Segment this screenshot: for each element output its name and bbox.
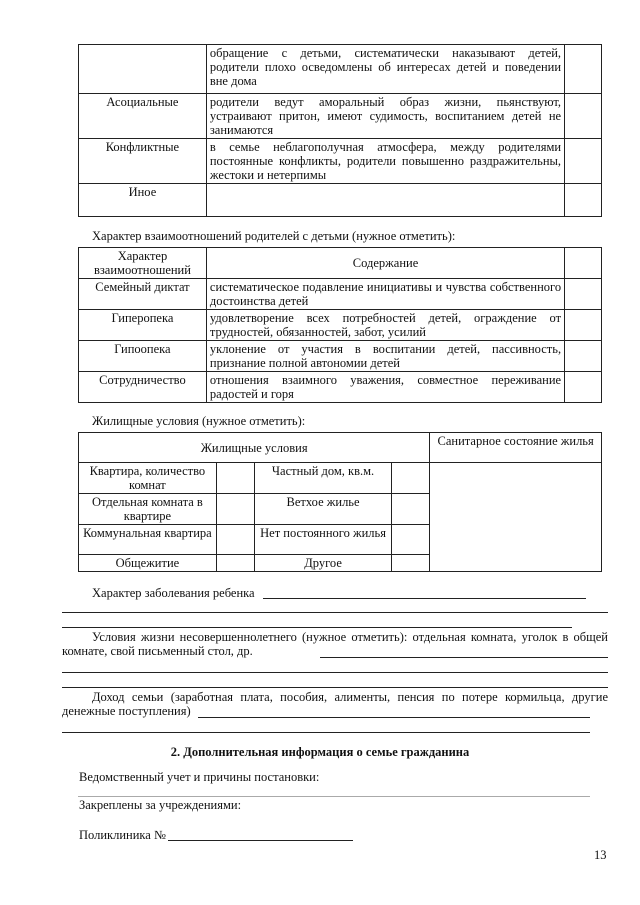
row-label: Гипоопека: [79, 341, 207, 372]
income-input[interactable]: [198, 717, 590, 718]
table-row: [79, 433, 602, 463]
illness-input-line[interactable]: [62, 627, 572, 628]
row-content: удовлетворение всех потребностей детей, ограждение от трудностей, обязанностей, забот, усилий: [206, 310, 564, 341]
check-cell[interactable]: [392, 494, 430, 525]
housing-item: Коммунальная квартира: [79, 525, 217, 555]
row-label: Конфликтные: [79, 139, 207, 184]
living-conditions-input[interactable]: [320, 657, 608, 658]
housing-table: [78, 432, 602, 572]
table-row: [79, 139, 602, 184]
check-cell[interactable]: [565, 372, 602, 403]
relations-intro: Характер взаимоотношений родителей с детьми (нужное отметить):: [92, 229, 456, 243]
housing-item: Другое: [254, 555, 392, 572]
family-types-table: [78, 44, 602, 217]
check-cell[interactable]: [565, 94, 602, 139]
housing-item: Ветхое жилье: [254, 494, 392, 525]
check-cell[interactable]: [392, 463, 430, 494]
row-content: уклонение от участия в воспитании детей, пассивность, признание полной автономии детей: [206, 341, 564, 372]
housing-item: Нет постоянного жилья: [254, 525, 392, 555]
check-cell[interactable]: [565, 45, 602, 94]
departmental-input[interactable]: [78, 796, 590, 797]
institutions-label: Закреплены за учреждениями:: [79, 798, 242, 812]
living-conditions-text: Условия жизни несовершеннолетнего (нужное отметить): отдельная комната, уголок в общей комнате, свой письменный стол, др.: [62, 630, 608, 658]
table-row: [79, 310, 602, 341]
illness-input-line[interactable]: [62, 612, 608, 613]
illness-label: Характер заболевания ребенка: [92, 586, 255, 600]
page-number: 13: [594, 848, 607, 862]
living-conditions-input-line[interactable]: [62, 687, 608, 688]
row-label: Иное: [79, 184, 207, 217]
check-cell[interactable]: [565, 184, 602, 217]
row-content: отношения взаимного уважения, совместное переживание радостей и горя: [206, 372, 564, 403]
table-row: [79, 341, 602, 372]
housing-item: Частный дом, кв.м.: [254, 463, 392, 494]
check-cell[interactable]: [565, 139, 602, 184]
check-cell[interactable]: [392, 555, 430, 572]
table-row: [79, 94, 602, 139]
check-cell[interactable]: [392, 525, 430, 555]
row-label: Асоциальные: [79, 94, 207, 139]
housing-item: Общежитие: [79, 555, 217, 572]
row-content: в семье неблагополучная атмосфера, между родителями постоянные конфликты, родители повышенно раздражительны, жестоки и нетерпимы: [206, 139, 564, 184]
housing-head: Жилищные условия: [79, 433, 430, 463]
sanitary-head: Санитарное состояние жилья: [430, 433, 602, 463]
housing-item: Квартира, количество комнат: [79, 463, 217, 494]
table-row: [79, 279, 602, 310]
check-cell[interactable]: [565, 310, 602, 341]
income-input-line[interactable]: [62, 732, 590, 733]
living-conditions-input-line[interactable]: [62, 672, 608, 673]
row-content: обращение с детьми, систематически наказывают детей, родители плохо осведомлены об интересах детей и поведении вне дома: [206, 45, 564, 94]
housing-item: Отдельная комната в квартире: [79, 494, 217, 525]
check-cell[interactable]: [565, 341, 602, 372]
section-2-title: 2. Дополнительная информация о семье гражданина: [170, 745, 470, 759]
row-content: систематическое подавление инициативы и чувства собственного достоинства детей: [206, 279, 564, 310]
check-cell[interactable]: [565, 279, 602, 310]
income-text: Доход семьи (заработная плата, пособия, алименты, пенсия по потере кормильца, другие денежные поступления): [62, 690, 608, 718]
check-cell[interactable]: [216, 525, 254, 555]
row-content[interactable]: [206, 184, 564, 217]
check-cell[interactable]: [216, 463, 254, 494]
table-row: [79, 248, 602, 279]
housing-intro: Жилищные условия (нужное отметить):: [92, 414, 306, 428]
row-label: Семейный диктат: [79, 279, 207, 310]
clinic-label: Поликлиника №: [79, 828, 166, 842]
row-content: родители ведут аморальный образ жизни, пьянствуют, устраивают притон, имеют судимость, воспитанием детей не занимаются: [206, 94, 564, 139]
row-label: Сотрудничество: [79, 372, 207, 403]
illness-input[interactable]: [263, 598, 586, 599]
departmental-label: Ведомственный учет и причины постановки:: [79, 770, 320, 784]
relations-table: [78, 247, 602, 403]
table-row: [79, 45, 602, 94]
check-cell[interactable]: [216, 555, 254, 572]
sanitary-cell[interactable]: [430, 463, 602, 572]
table-row: [79, 372, 602, 403]
row-label: [79, 45, 207, 94]
table-row: [79, 184, 602, 217]
clinic-number-input[interactable]: [168, 840, 353, 841]
check-cell[interactable]: [216, 494, 254, 525]
head-col1: Характер взаимоотношений: [79, 248, 207, 279]
table-row: [79, 463, 602, 494]
head-col2: Содержание: [206, 248, 564, 279]
row-label: Гиперопека: [79, 310, 207, 341]
